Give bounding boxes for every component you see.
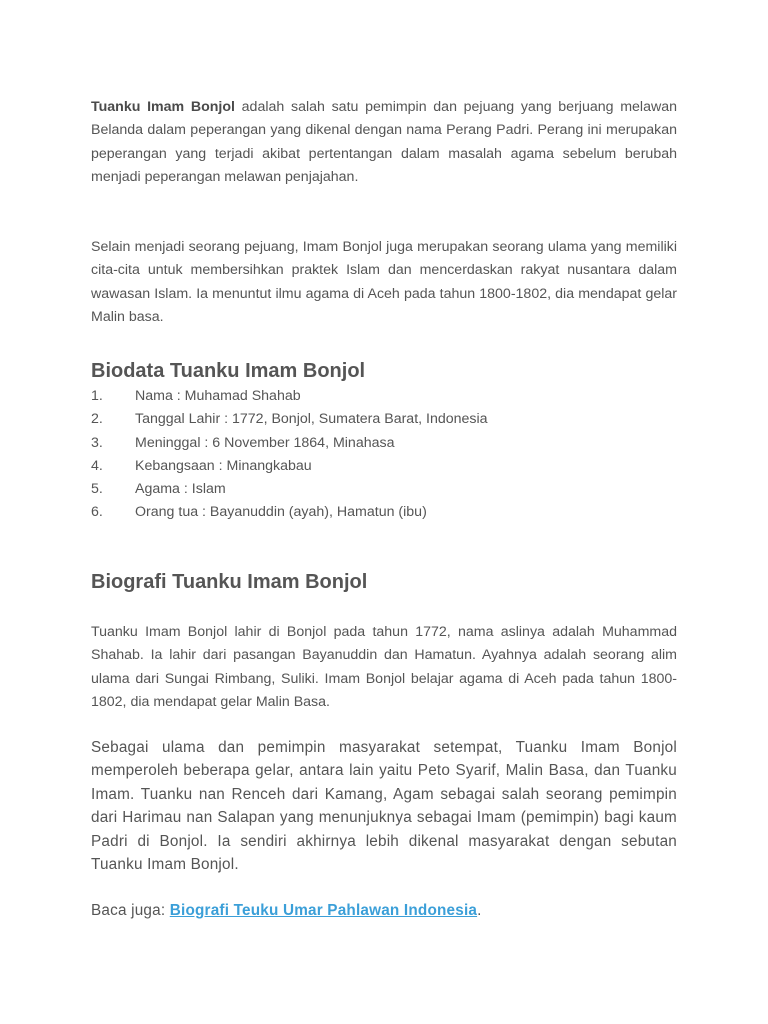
biodata-heading: Biodata Tuanku Imam Bonjol bbox=[91, 360, 366, 382]
intro-lead-name: Tuanku Imam Bonjol bbox=[91, 99, 235, 115]
biodata-item bbox=[91, 478, 677, 501]
biodata-item bbox=[91, 408, 677, 431]
biodata-item-text: Tanggal Lahir : 1772, Bonjol, Sumatera Barat, Indonesia bbox=[135, 411, 488, 428]
baca-juga-label: Baca juga: bbox=[91, 902, 170, 919]
biodata-item-text: Orang tua : Bayanuddin (ayah), Hamatun (ibu) bbox=[135, 504, 427, 521]
biodata-item-text: Meninggal : 6 November 1864, Minahasa bbox=[135, 434, 395, 451]
biodata-item-number: 4. bbox=[91, 457, 103, 474]
biodata-item bbox=[91, 455, 677, 478]
second-paragraph: Selain menjadi seorang pejuang, Imam Bonjol juga merupakan seorang ulama yang memiliki cita-cita untuk membersihkan praktek Islam dan mencerdaskan rakyat nusantara dalam wawasan Islam. Ia menuntut ilmu agama di Aceh pada tahun 1800-1802, dia mendapat gelar Malin basa. bbox=[91, 239, 677, 325]
biografi-paragraph: Tuanku Imam Bonjol lahir di Bonjol pada tahun 1772, nama aslinya adalah Muhammad Shahab. Ia lahir dari pasangan Bayanuddin dan Hamatun. Ayahnya adalah seorang alim ulama dari Sungai Rimbang, Suliki. Imam Bonjol belajar agama di Aceh pada tahun 1800-1802, dia mendapat gelar Malin Basa. bbox=[91, 624, 677, 710]
biodata-item-text: Nama : Muhamad Shahab bbox=[135, 388, 301, 404]
baca-juga-link[interactable]: Biografi Teuku Umar Pahlawan Indonesia bbox=[169, 902, 478, 919]
intro-text: adalah salah satu pemimpin dan pejuang yang berjuang melawan Belanda dalam peperangan yang dikenal dengan nama Perang Padri. Perang ini merupakan peperangan yang terjadi akibat pertentangan dalam masalah agama sebelum berubah menjadi peperangan melawan penjajahan. bbox=[91, 99, 677, 185]
biodata-item-number: 1. bbox=[91, 388, 103, 404]
baca-juga-suffix: . bbox=[477, 902, 482, 919]
biodata-item bbox=[91, 501, 677, 524]
biodata-item-text: Agama : Islam bbox=[135, 481, 226, 498]
biodata-item-number: 2. bbox=[91, 411, 103, 428]
biodata-item-number: 6. bbox=[91, 504, 103, 521]
biodata-item-number: 5. bbox=[91, 481, 103, 498]
baca-juga-line bbox=[91, 899, 677, 922]
gelar-paragraph: Sebagai ulama dan pemimpin masyarakat setempat, Tuanku Imam Bonjol memperoleh beberapa gelar, antara lain yaitu Peto Syarif, Malin Basa, dan Tuanku Imam. Tuanku nan Renceh dari Kamang, Agam sebagai salah seorang pemimpin dari Harimau nan Salapan yang menunjuknya sebagai Imam (pemimpin) bagi kaum Padri di Bonjol. Ia sendiri akhirnya lebih dikenal masyarakat dengan sebutan Tuanku Imam Bonjol. bbox=[91, 739, 677, 874]
biografi-heading: Biografi Tuanku Imam Bonjol bbox=[91, 571, 368, 593]
biodata-item bbox=[91, 432, 677, 455]
intro-paragraph bbox=[91, 96, 677, 189]
biodata-item-number: 3. bbox=[91, 434, 103, 451]
biodata-item bbox=[91, 385, 677, 408]
biodata-list bbox=[91, 385, 677, 525]
biodata-item-text: Kebangsaan : Minangkabau bbox=[135, 457, 312, 474]
